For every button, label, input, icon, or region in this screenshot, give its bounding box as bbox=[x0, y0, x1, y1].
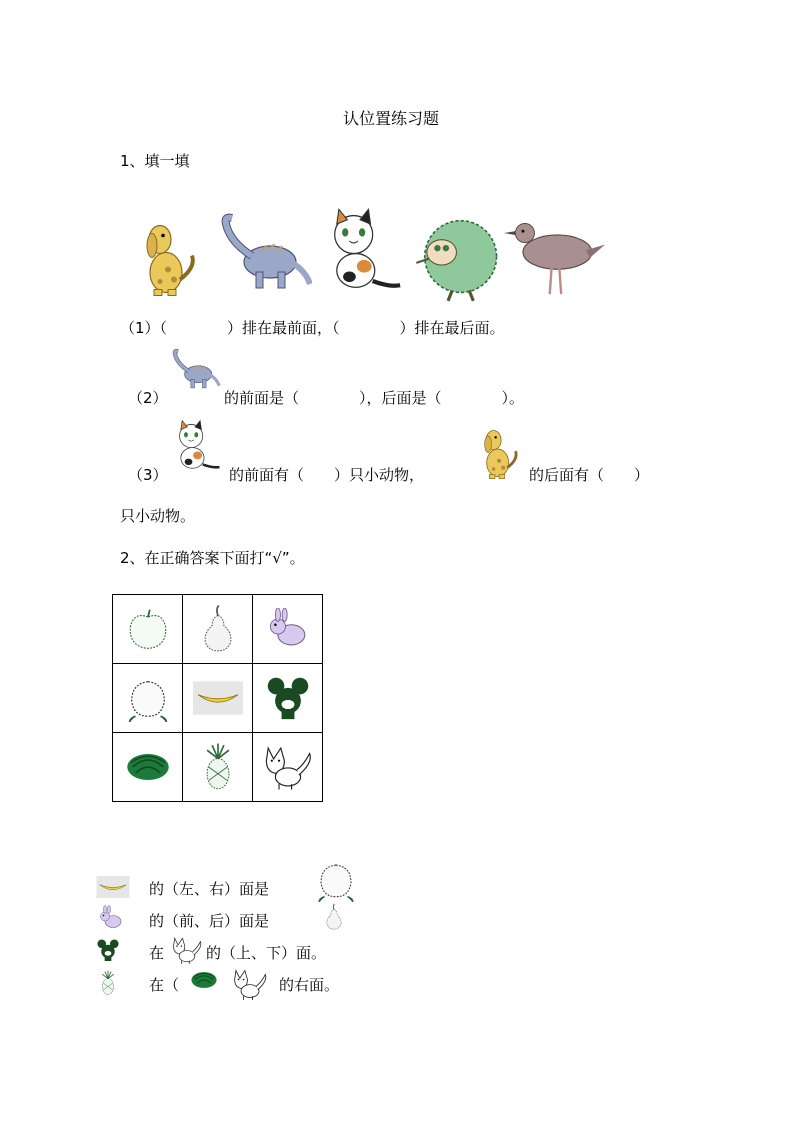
banana-small-icon bbox=[96, 876, 130, 898]
question-1-2-prefix: （2） bbox=[128, 389, 168, 407]
statement-4-text-b: 的右面。 bbox=[279, 976, 340, 994]
grid-cell[interactable] bbox=[113, 595, 183, 664]
peach-small-icon bbox=[314, 858, 358, 902]
statement-3-text-b: 的（上、下）面。 bbox=[206, 944, 327, 962]
bird-icon bbox=[502, 210, 607, 300]
grid-cell[interactable] bbox=[253, 595, 323, 664]
question-2-heading: 2、在正确答案下面打“√”。 bbox=[120, 549, 305, 567]
rabbit-small-icon bbox=[96, 905, 126, 931]
picture-grid bbox=[112, 594, 323, 802]
pear-small-icon bbox=[322, 903, 346, 931]
statement-1-text: 的（左、右）面是 bbox=[149, 880, 270, 898]
question-1-3-text-b: 的后面有（ ） bbox=[529, 466, 650, 484]
watermelon-icon bbox=[125, 751, 171, 783]
statement-2-text: 的（前、后）面是 bbox=[149, 912, 270, 930]
grid-cell[interactable] bbox=[183, 733, 253, 802]
question-1-heading: 1、填一填 bbox=[120, 152, 190, 170]
question-1-2-text: 的前面是（ ），后面是（ ）。 bbox=[224, 389, 525, 407]
question-1-3-text-c: 只小动物。 bbox=[120, 507, 196, 525]
page-title: 认位置练习题 bbox=[343, 109, 440, 128]
cat-icon bbox=[310, 205, 410, 300]
fox-small-icon bbox=[170, 936, 204, 964]
pineapple-icon bbox=[197, 741, 239, 793]
statement-4-text-a: 在（ bbox=[149, 976, 180, 994]
grid-cell[interactable] bbox=[113, 733, 183, 802]
grid-cell[interactable] bbox=[113, 664, 183, 733]
grid-cell[interactable] bbox=[183, 595, 253, 664]
statement-3-text-a: 在 bbox=[149, 944, 165, 962]
question-1-3-prefix: （3） bbox=[128, 466, 168, 484]
pear-icon bbox=[197, 602, 239, 656]
hedgehog-icon bbox=[410, 208, 505, 303]
dinosaur-small-icon bbox=[166, 348, 222, 390]
grid-cell[interactable] bbox=[183, 664, 253, 733]
fox-icon bbox=[261, 744, 315, 790]
cat-small-icon bbox=[162, 418, 228, 476]
grid-cell[interactable] bbox=[253, 733, 323, 802]
peach-icon bbox=[124, 674, 172, 722]
rabbit-icon bbox=[262, 608, 314, 650]
apple-icon bbox=[125, 606, 171, 652]
question-1-1: （1）（ ）排在最前面，（ ）排在最后面。 bbox=[120, 319, 505, 337]
mickey-icon bbox=[265, 675, 311, 721]
dog-small-icon bbox=[472, 425, 522, 480]
mickey-small-icon bbox=[96, 938, 120, 962]
dog-icon bbox=[130, 215, 200, 300]
watermelon-small-icon bbox=[190, 970, 218, 990]
dinosaur-icon bbox=[212, 212, 312, 292]
question-1-3-text-a: 的前面有（ ）只小动物， bbox=[229, 466, 425, 484]
grid-cell[interactable] bbox=[253, 664, 323, 733]
fox-small-icon-2 bbox=[230, 968, 270, 1000]
pineapple-small-icon bbox=[97, 968, 119, 998]
banana-icon bbox=[193, 680, 243, 716]
